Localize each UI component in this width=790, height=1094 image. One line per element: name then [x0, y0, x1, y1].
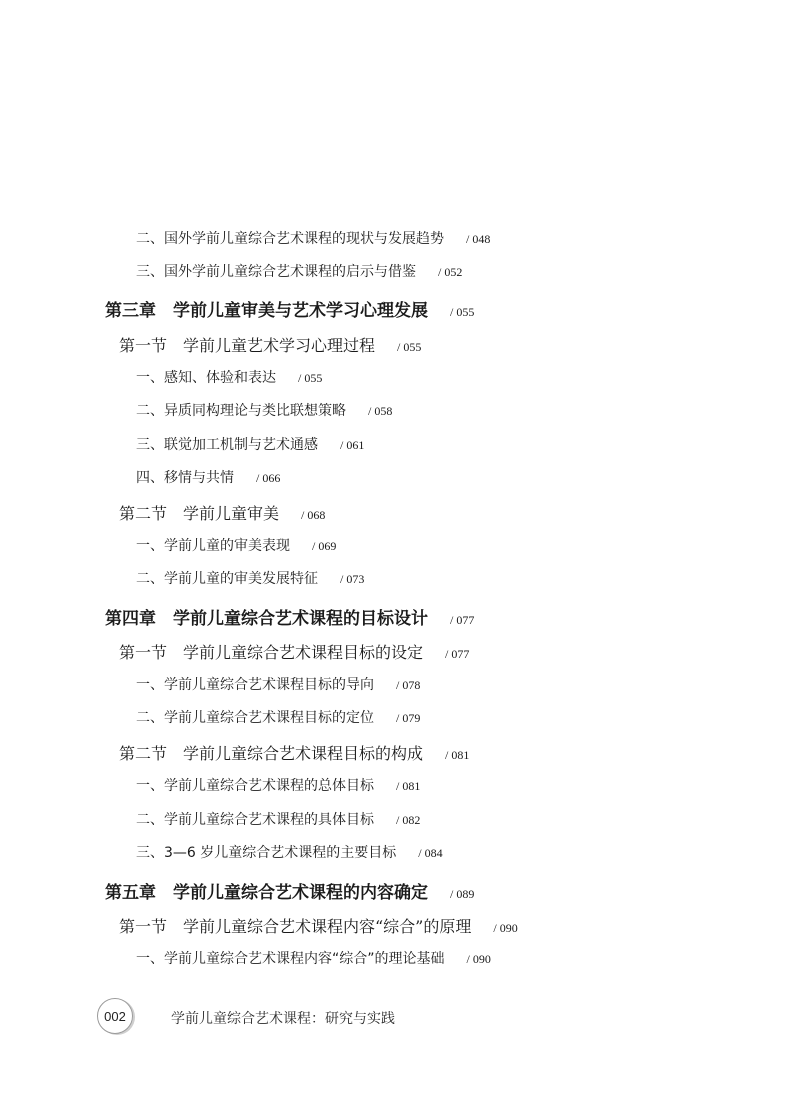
toc-chapter-page: / 089 [450, 887, 475, 901]
toc-section-title: 第二节 学前儿童综合艺术课程目标的构成 [119, 744, 424, 763]
page-number: 002 [104, 1008, 126, 1024]
toc-entry[interactable] [136, 438, 364, 452]
toc-entry-page: / 079 [396, 711, 421, 725]
running-book-title: 学前儿童综合艺术课程：研究与实践 [171, 1011, 395, 1027]
toc-entry-title: 三、联觉加工机制与艺术通感 [136, 437, 318, 453]
toc-section[interactable] [119, 919, 518, 935]
toc-chapter[interactable] [105, 303, 474, 320]
toc-entry-title: 二、国外学前儿童综合艺术课程的现状与发展趋势 [136, 231, 444, 247]
toc-entry[interactable] [136, 471, 280, 485]
toc-entry-title: 二、学前儿童综合艺术课程目标的定位 [136, 710, 374, 726]
toc-entry[interactable] [136, 952, 491, 966]
toc-entry-page: / 069 [312, 539, 337, 553]
toc-entry-page: / 078 [396, 678, 421, 692]
toc-entry-page: / 048 [466, 232, 491, 246]
toc-entry-page: / 084 [418, 846, 443, 860]
toc-entry-page: / 073 [340, 572, 365, 586]
toc-section[interactable] [119, 645, 469, 661]
toc-entry[interactable] [136, 265, 462, 279]
toc-section-page: / 081 [445, 748, 470, 762]
toc-section[interactable] [119, 746, 469, 762]
toc-entry-page: / 061 [340, 438, 365, 452]
toc-entry-page: / 055 [298, 371, 323, 385]
toc-chapter-title: 第四章 学前儿童综合艺术课程的目标设计 [105, 609, 428, 629]
toc-entry-page: / 081 [396, 779, 421, 793]
toc-entry-title: 一、学前儿童综合艺术课程的总体目标 [136, 778, 374, 794]
toc-chapter-page: / 077 [450, 613, 475, 627]
toc-chapter-title: 第五章 学前儿童综合艺术课程的内容确定 [105, 883, 428, 903]
toc-entry[interactable] [136, 232, 490, 246]
toc-entry[interactable] [136, 371, 322, 385]
toc-entry-title: 二、学前儿童的审美发展特征 [136, 571, 318, 587]
toc-section-page: / 055 [397, 340, 422, 354]
toc-entry-title: 三、国外学前儿童综合艺术课程的启示与借鉴 [136, 264, 416, 280]
toc-entry[interactable] [136, 404, 392, 418]
toc-section-page: / 068 [301, 508, 326, 522]
toc-entry-title: 三、3—6 岁儿童综合艺术课程的主要目标 [136, 845, 397, 861]
toc-section-title: 第一节 学前儿童综合艺术课程内容“综合”的原理 [119, 917, 472, 936]
toc-entry[interactable] [136, 813, 420, 827]
toc-entry-page: / 090 [466, 952, 491, 966]
toc-chapter-page: / 055 [450, 305, 475, 319]
page-number-badge [97, 998, 133, 1034]
toc-entry[interactable] [136, 678, 420, 692]
toc-entry-title: 二、异质同构理论与类比联想策略 [136, 403, 346, 419]
toc-entry-title: 一、学前儿童的审美表现 [136, 538, 290, 554]
toc-entry-title: 一、学前儿童综合艺术课程内容“综合”的理论基础 [136, 951, 445, 967]
toc-entry-title: 一、感知、体验和表达 [136, 370, 276, 386]
toc-chapter[interactable] [105, 611, 474, 628]
toc-section-title: 第一节 学前儿童艺术学习心理过程 [119, 336, 376, 355]
toc-entry[interactable] [136, 846, 443, 860]
toc-section-page: / 077 [445, 647, 470, 661]
toc-entry[interactable] [136, 572, 364, 586]
toc-entry-page: / 082 [396, 813, 421, 827]
toc-section[interactable] [119, 338, 421, 354]
toc-section-page: / 090 [493, 921, 518, 935]
toc-chapter-title: 第三章 学前儿童审美与艺术学习心理发展 [105, 301, 428, 321]
toc-section-title: 第二节 学前儿童审美 [119, 504, 280, 523]
toc-entry-title: 一、学前儿童综合艺术课程目标的导向 [136, 677, 374, 693]
toc-entry-page: / 066 [256, 471, 281, 485]
toc-entry-page: / 058 [368, 404, 393, 418]
toc-entry[interactable] [136, 539, 336, 553]
toc-section-title: 第一节 学前儿童综合艺术课程目标的设定 [119, 643, 424, 662]
toc-entry-page: / 052 [438, 265, 463, 279]
toc-chapter[interactable] [105, 885, 474, 902]
toc-entry-title: 二、学前儿童综合艺术课程的具体目标 [136, 812, 374, 828]
toc-entry[interactable] [136, 711, 420, 725]
toc-entry[interactable] [136, 779, 420, 793]
page-footer [97, 996, 697, 1036]
toc-entry-title: 四、移情与共情 [136, 470, 234, 486]
toc-section[interactable] [119, 506, 325, 522]
